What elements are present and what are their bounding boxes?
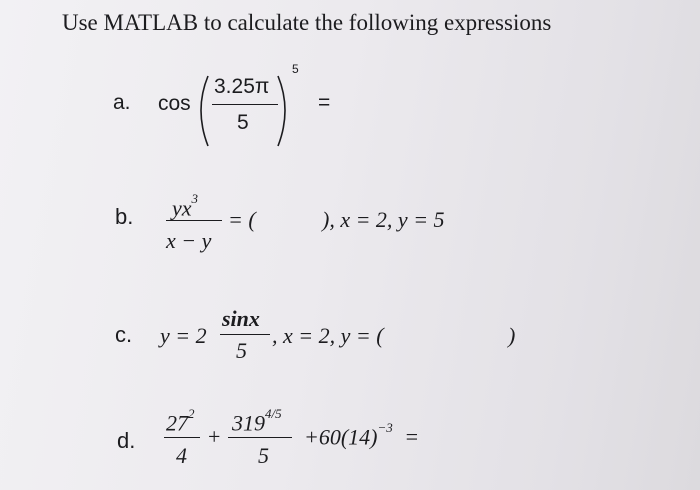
item-d-term2-fraction-bar	[228, 437, 292, 438]
item-d-term2-numerator	[232, 406, 282, 436]
item-a-fraction-bar	[212, 104, 278, 105]
item-a-equals: =	[318, 91, 331, 114]
cos-function: cos	[158, 92, 191, 115]
item-b-denominator: x − y	[166, 228, 212, 253]
item-c-close-answer: )	[508, 323, 516, 348]
item-d-term2-exponent: 4/5	[265, 406, 282, 421]
item-b-numerator	[172, 191, 199, 221]
item-c-conditions: , x = 2, y = (	[272, 323, 384, 348]
item-b-conditions: ), x = 2, y = 5	[322, 207, 445, 232]
item-d-tail-base: +60(14)	[304, 424, 378, 450]
item-b-fraction-bar	[166, 220, 222, 221]
item-c-label: c.	[115, 322, 133, 347]
item-c-lhs: y = 2	[160, 323, 207, 348]
item-d-term2-denominator: 5	[258, 443, 269, 468]
page-title: Use MATLAB to calculate the following expressions	[62, 10, 552, 35]
item-b-open-answer: = (	[228, 207, 256, 232]
item-c-denominator: 5	[236, 338, 247, 363]
item-d-label: d.	[117, 428, 136, 453]
item-a-denominator: 5	[237, 111, 249, 134]
item-d-term1-denominator: 4	[176, 443, 187, 468]
item-a-exponent: 5	[292, 62, 299, 76]
item-c-fraction-bar	[220, 334, 270, 335]
item-b-numerator-exponent: 3	[191, 191, 199, 206]
item-d-term1-numerator	[166, 406, 195, 436]
item-a-numerator: 3.25π	[214, 75, 270, 98]
item-c-numerator: sinx	[222, 306, 260, 331]
item-d-term1-fraction-bar	[164, 437, 200, 438]
item-d-term1-exponent: 2	[188, 406, 195, 421]
item-d-tail-exponent: −3	[377, 420, 393, 435]
item-d-tail	[304, 420, 420, 450]
item-d-term1-base: 27	[166, 410, 188, 436]
item-b-label: b.	[115, 204, 134, 229]
item-d-plus: +	[208, 424, 221, 449]
item-b-numerator-base: yx	[172, 195, 192, 221]
item-a-label: a.	[113, 91, 131, 114]
item-d-equals: =	[404, 424, 420, 450]
item-d-term2-base: 319	[232, 410, 265, 436]
